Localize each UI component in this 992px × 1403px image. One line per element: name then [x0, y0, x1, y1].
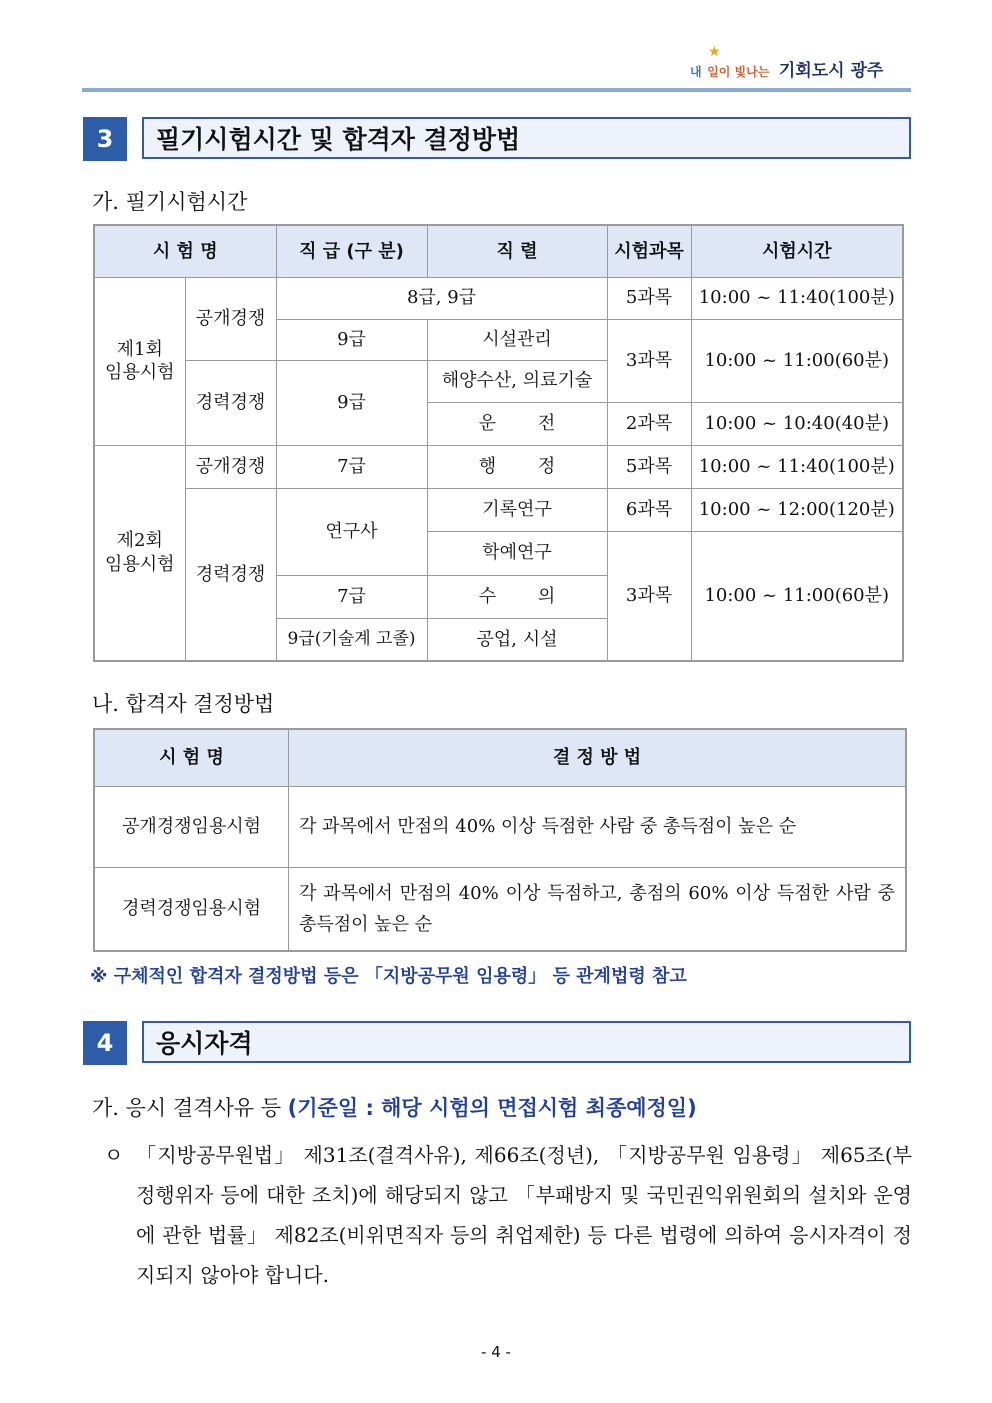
section-4-title: 응시자격 — [142, 1021, 911, 1063]
table-cell: 5과목 — [607, 445, 691, 488]
table-cell: 10:00 ~ 11:00(60분) — [691, 319, 903, 402]
header-exam-time: 시험시간 — [691, 225, 903, 277]
table-cell: 각 과목에서 만점의 40% 이상 득점한 사람 중 총득점이 높은 순 — [289, 786, 906, 867]
open-competition-2: 공개경쟁 — [185, 445, 276, 488]
header-grade: 직 급 (구 분) — [276, 225, 427, 277]
header-series: 직 렬 — [427, 225, 607, 277]
table-cell: 수 의 — [427, 575, 607, 618]
header-exam-name-b: 시 험 명 — [94, 729, 289, 786]
career-competition-2: 경력경쟁 — [185, 488, 276, 661]
reference-note: ※ 구체적인 합격자 결정방법 등은 「지방공무원 임용령」 등 관계법령 참고 — [90, 966, 687, 987]
round-1-label: 제1회 임용시험 — [94, 277, 185, 445]
table-cell: 8급, 9급 — [276, 277, 607, 319]
exam-time-table — [93, 224, 904, 662]
round-2-label: 제2회 임용시험 — [94, 445, 185, 661]
table-cell: 공업, 시설 — [427, 618, 607, 661]
table-cell: 시설관리 — [427, 319, 607, 360]
section-3-number: 3 — [83, 117, 127, 161]
table-cell: 각 과목에서 만점의 40% 이상 득점하고, 총점의 60% 이상 득점한 사람 중 총득점이 높은 순 — [289, 867, 906, 951]
page-number: - 4 - — [481, 1343, 511, 1361]
table-cell: 6과목 — [607, 488, 691, 531]
table-cell: 10:00 ~ 11:00(60분) — [691, 531, 903, 661]
table-cell: 학예연구 — [427, 531, 607, 575]
bullet-icon: ㅇ — [104, 1143, 124, 1167]
table-cell: 10:00 ~ 11:40(100분) — [691, 277, 903, 319]
header-method: 결 정 방 법 — [289, 729, 906, 786]
table-cell: 7급 — [276, 445, 427, 488]
open-competition-1: 공개경쟁 — [185, 277, 276, 360]
reference-date-highlight: (기준일 : 해당 시험의 면접시험 최종예정일) — [287, 1096, 697, 1120]
subheading-text: 가. 응시 결격사유 등 — [92, 1096, 288, 1120]
logo-text-1: 내 — [690, 65, 702, 79]
table-cell: 공개경쟁임용시험 — [94, 786, 289, 867]
table-cell: 7급 — [276, 575, 427, 618]
table-cell: 연구사 — [276, 488, 427, 575]
table-cell: 10:00 ~ 12:00(120분) — [691, 488, 903, 531]
table-cell: 9급 — [276, 319, 427, 360]
table-cell: 10:00 ~ 11:40(100분) — [691, 445, 903, 488]
header-exam-name: 시 험 명 — [94, 225, 276, 277]
city-logo — [690, 44, 884, 81]
table-cell: 5과목 — [607, 277, 691, 319]
pass-method-table — [93, 728, 907, 952]
table-cell: 10:00 ~ 10:40(40분) — [691, 402, 903, 445]
table-cell: 기록연구 — [427, 488, 607, 531]
subheading-pass-method: 나. 합격자 결정방법 — [92, 692, 275, 716]
logo-text-2: 일이 빛나는 — [707, 65, 770, 79]
table-cell: 9급 — [276, 360, 427, 445]
table-cell: 행 정 — [427, 445, 607, 488]
table-cell: 9급(기술계 고졸) — [276, 618, 427, 661]
header-subjects: 시험과목 — [607, 225, 691, 277]
star-icon: ★ — [708, 44, 721, 60]
section-3-title: 필기시험시간 및 합격자 결정방법 — [142, 117, 911, 159]
table-cell: 해양수산, 의료기술 — [427, 360, 607, 402]
career-competition-1: 경력경쟁 — [185, 360, 276, 445]
subheading-disqualification — [92, 1092, 697, 1122]
table-cell: 운 전 — [427, 402, 607, 445]
logo-text-3: 기회도시 광주 — [778, 61, 884, 81]
header-rule — [82, 88, 911, 92]
table-cell: 경력경쟁임용시험 — [94, 867, 289, 951]
subheading-exam-time: 가. 필기시험시간 — [92, 190, 248, 214]
table-cell: 3과목 — [607, 319, 691, 402]
eligibility-paragraph: 「지방공무원법」 제31조(결격사유), 제66조(정년), 「지방공무원 임용령」 제65조(부정행위자 등에 대한 조치)에 해당되지 않고 「부패방지 및 국민권익위원회의 설치와 운영에 관한 법률」 제82조(비위면직자 등의 취업제한) 등 다른 법령에 의하여 응시자격이 정지되지 않아야 합니다. — [136, 1143, 912, 1287]
table-cell: 3과목 — [607, 531, 691, 661]
table-cell: 2과목 — [607, 402, 691, 445]
section-4-number: 4 — [83, 1021, 127, 1065]
